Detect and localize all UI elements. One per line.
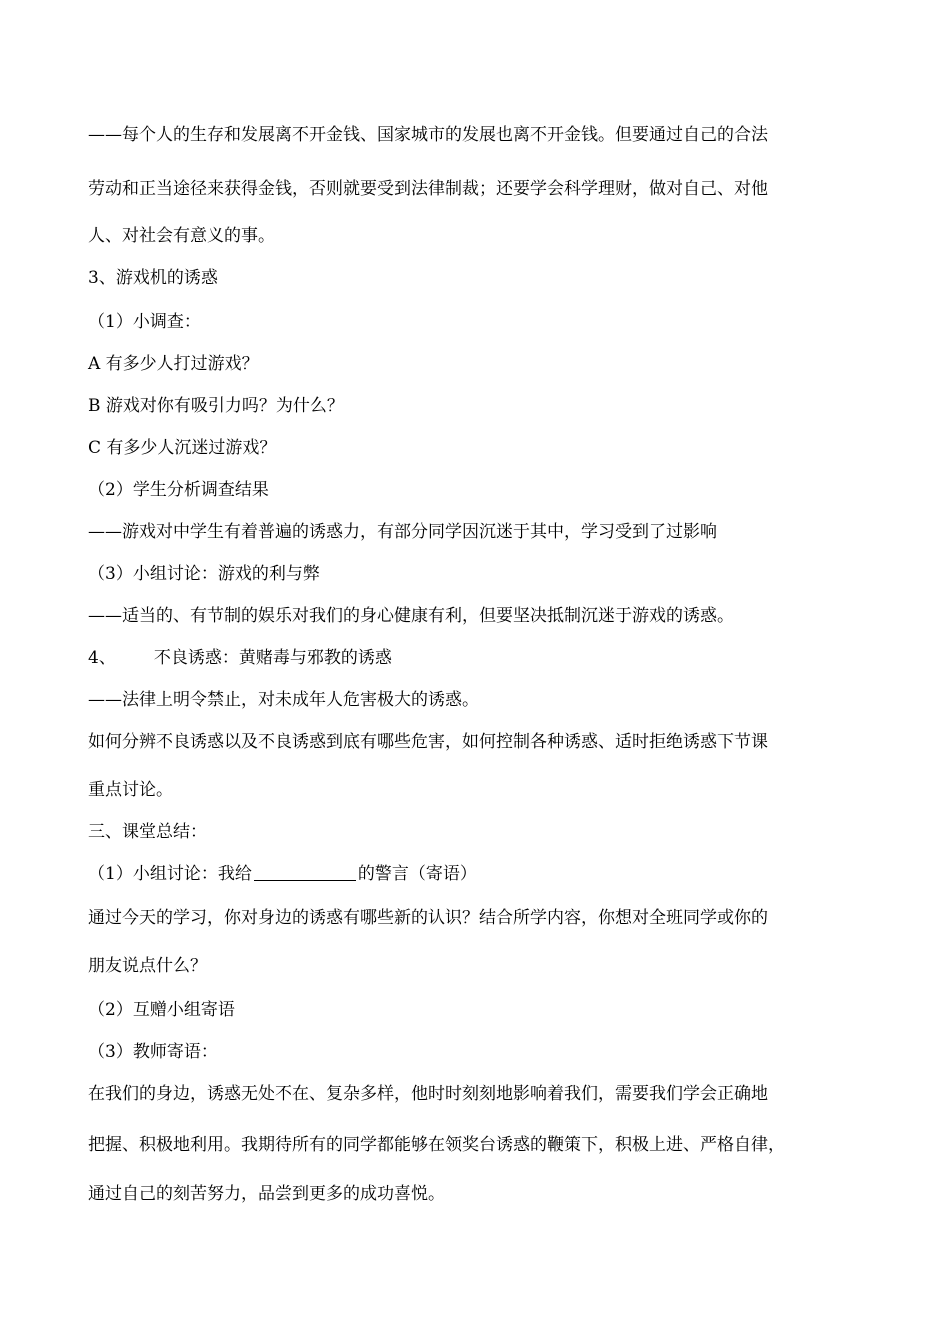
subsection-heading: （1）小调查： (88, 312, 201, 332)
discussion-prefix: （1）小组讨论：我给 (88, 864, 252, 884)
paragraph-line: 通过自己的刻苦努力，品尝到更多的成功喜悦。 (88, 1184, 445, 1204)
subsection-heading: （2）互赠小组寄语 (88, 1000, 235, 1020)
paragraph-line: ——适当的、有节制的娱乐对我们的身心健康有利，但要坚决抵制沉迷于游戏的诱惑。 (88, 606, 734, 626)
paragraph-line: 如何分辨不良诱惑以及不良诱惑到底有哪些危害，如何控制各种诱惑、适时拒绝诱惑下节课 (88, 732, 768, 752)
paragraph-line: 朋友说点什么？ (88, 956, 207, 976)
paragraph-line: 重点讨论。 (88, 780, 173, 800)
section-title: 不良诱惑：黄赌毒与邪教的诱惑 (153, 648, 392, 668)
paragraph-line: ——法律上明令禁止，对未成年人危害极大的诱惑。 (88, 690, 479, 710)
paragraph-line: ——游戏对中学生有着普遍的诱惑力，有部分同学因沉迷于其中，学习受到了过影响 (88, 522, 717, 542)
fill-in-blank (254, 864, 356, 881)
section-number: 4、 (88, 648, 116, 668)
question-item: A 有多少人打过游戏？ (88, 354, 259, 374)
paragraph-line: 人、对社会有意义的事。 (88, 226, 275, 246)
section-heading (88, 646, 868, 670)
subsection-heading: （3）教师寄语： (88, 1042, 218, 1062)
paragraph-line: 在我们的身边，诱惑无处不在、复杂多样，他时时刻刻地影响着我们，需要我们学会正确地 (88, 1084, 768, 1104)
paragraph-line: ——每个人的生存和发展离不开金钱、国家城市的发展也离不开金钱。但要通过自己的合法 (88, 125, 768, 145)
subsection-heading: （2）学生分析调查结果 (88, 480, 269, 500)
paragraph-line: 把握、积极地利用。我期待所有的同学都能够在领奖台诱惑的鞭策下，积极上进、严格自律， (88, 1135, 785, 1155)
question-item: C 有多少人沉迷过游戏？ (88, 438, 277, 458)
section-heading: 三、课堂总结： (88, 822, 207, 842)
section-heading: 3、游戏机的诱惑 (88, 268, 218, 288)
paragraph-line: 劳动和正当途径来获得金钱，否则就要受到法律制裁；还要学会科学理财，做对自己、对他 (88, 179, 768, 199)
discussion-suffix: 的警言（寄语） (357, 864, 477, 884)
subsection-heading: （3）小组讨论：游戏的利与弊 (88, 564, 320, 584)
subsection-heading (88, 862, 868, 886)
paragraph-line: 通过今天的学习，你对身边的诱惑有哪些新的认识？结合所学内容，你想对全班同学或你的 (88, 908, 768, 928)
question-item: B 游戏对你有吸引力吗？为什么？ (88, 396, 344, 416)
